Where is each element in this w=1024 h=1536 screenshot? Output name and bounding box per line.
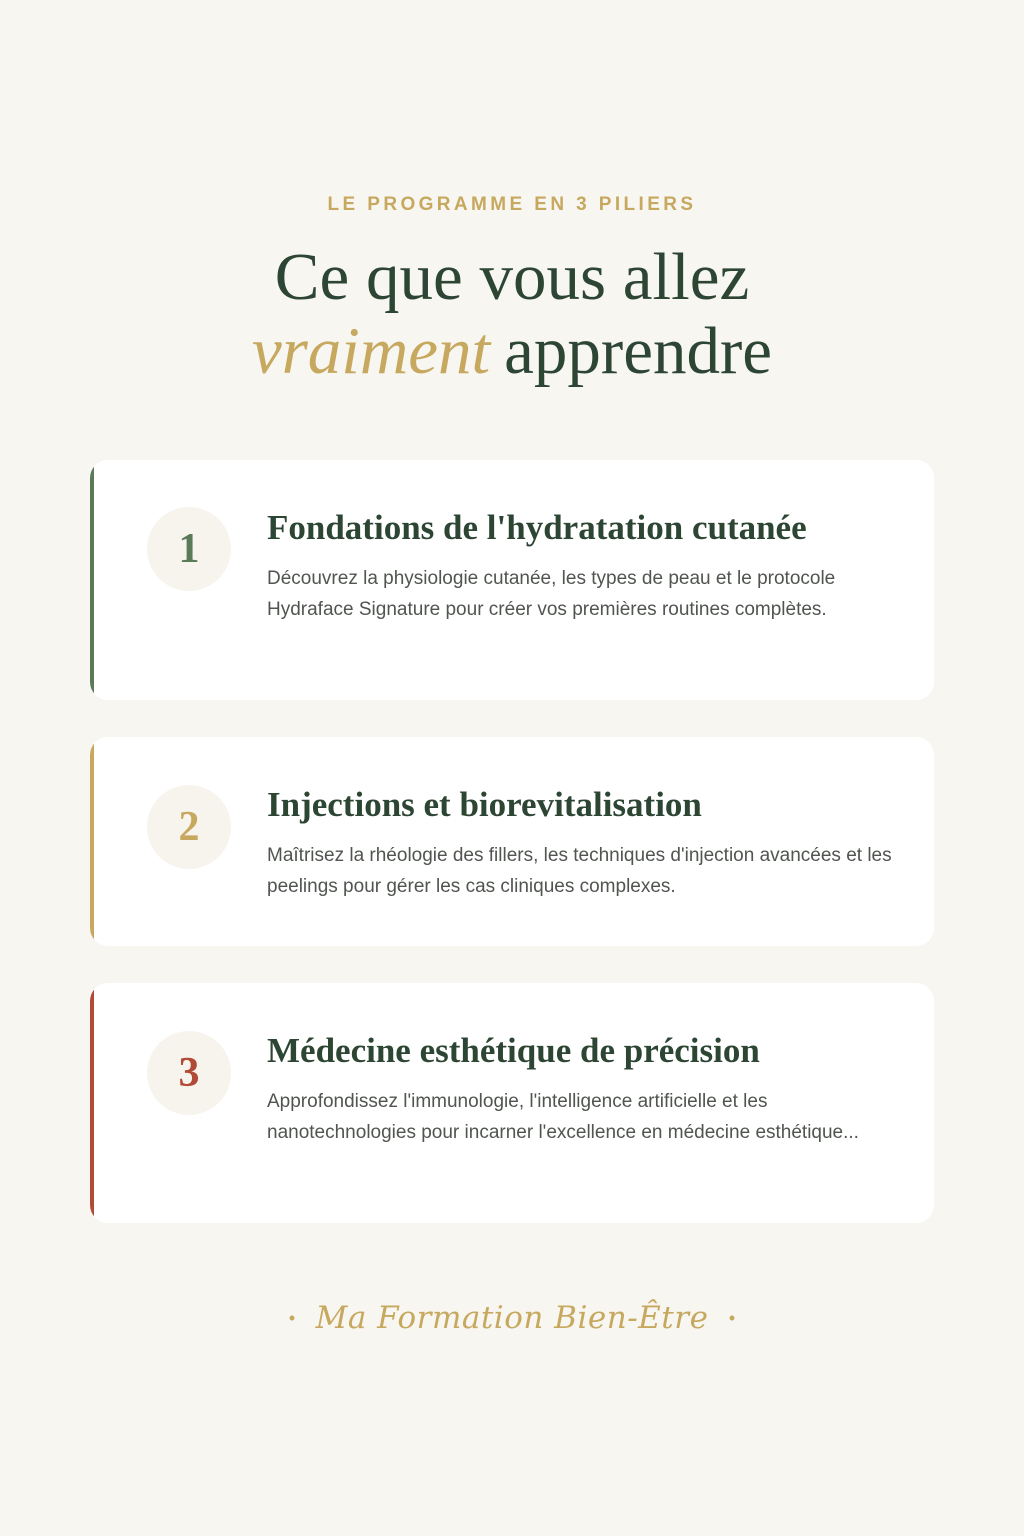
brand-dot-right: • [728,1308,736,1328]
pillar-1-number-badge: 1 [147,507,231,591]
pillar-2-content [267,785,897,902]
pillar-3-number-badge: 3 [147,1031,231,1115]
pillar-2-description: Maîtrisez la rhéologie des fillers, les techniques d'injection avancées et les peelings pour gérer les cas cliniques complexes. [267,845,892,897]
pillar-3-content [267,1031,897,1148]
section-title-line-2 [0,314,1024,388]
pillar-card-1 [90,460,934,700]
section-eyebrow: LE PROGRAMME EN 3 PILIERS [327,194,697,215]
pillar-3-description: Approfondissez l'immunologie, l'intelligence artificielle et les nanotechnologies pour incarner l'excellence en médecine esthétique... [267,1091,859,1143]
pillar-1-title: Fondations de l'hydratation cutanée [267,508,807,547]
section-title-line-1: Ce que vous allez [274,240,750,314]
pillar-2-number-badge: 2 [147,785,231,869]
section-title-accent: vraiment [251,314,491,388]
section-title [0,240,1024,388]
section-title-line-2-rest: apprendre [504,314,772,388]
pillar-1-content [267,508,897,625]
pillar-1-description: Découvrez la physiologie cutanée, les types de peau et le protocole Hydraface Signature pour créer vos premières routines complètes. [267,568,836,620]
brand-dot-left: • [288,1308,296,1328]
pillar-card-2 [90,737,934,946]
brand-name: Ma Formation Bien-Être [315,1300,709,1336]
pillar-card-3 [90,983,934,1223]
pillar-2-title: Injections et biorevitalisation [267,785,702,824]
brand-signature [0,1300,1024,1336]
pillar-3-title: Médecine esthétique de précision [267,1031,760,1070]
